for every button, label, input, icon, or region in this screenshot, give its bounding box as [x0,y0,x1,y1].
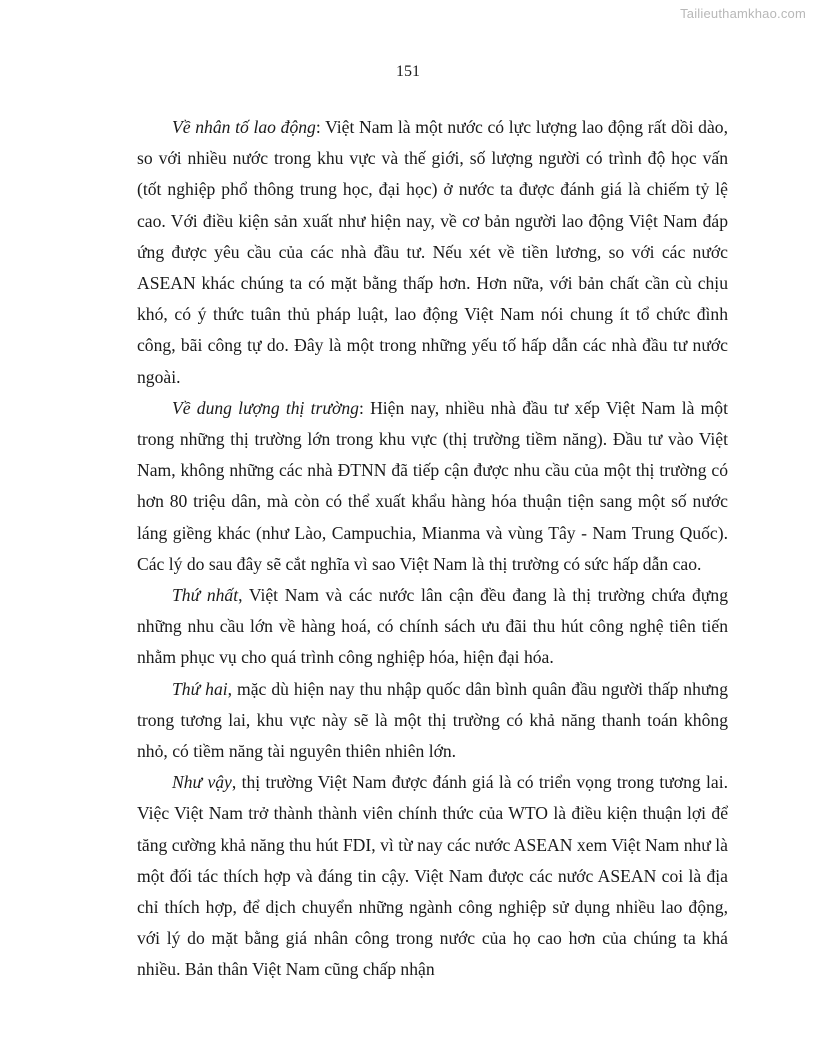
paragraph-lead: Thứ nhất [172,585,239,606]
paragraph-text: : Hiện nay, nhiều nhà đầu tư xếp Việt Nam là một trong những thị trường lớn trong khu vực (thị trường tiềm năng). Đầu tư vào Việt Nam, không những các nhà ĐTNN đã tiếp cận được nhu cầu của một thị trường có hơn 80 triệu dân, mà còn có thể xuất khẩu hàng hóa thuận tiện sang một số nước láng giềng khác (như Lào, Campuchia, Mianma và vùng Tây - Nam Trung Quốc). Các lý do sau đây sẽ cắt nghĩa vì sao Việt Nam là thị trường có sức hấp dẫn cao. [137,397,728,574]
paragraph-lead: Về nhân tố lao động [172,117,316,137]
paragraph-market-capacity [137,393,728,580]
paragraph-first-reason [137,580,728,674]
watermark: Tailieuthamkhao.com [680,6,806,21]
paragraph-labor-factor [137,112,728,393]
paragraph-lead: Thứ hai [172,678,228,699]
paragraph-text: , mặc dù hiện nay thu nhập quốc dân bình quân đầu người thấp nhưng trong tương lai, khu vực này sẽ là một thị trường có khả năng thanh toán không nhỏ, có tiềm năng tài nguyên thiên nhiên lớn. [137,678,728,762]
page-number: 151 [396,63,420,80]
paragraph-text: : Việt Nam là một nước có lực lượng lao động rất dồi dào, so với nhiều nước trong khu vực và thế giới, số lượng người có trình độ học vấn (tốt nghiệp phổ thông trung học, đại học) ở nước ta được đánh giá là chiếm tỷ lệ cao. Với điều kiện sản xuất như hiện nay, về cơ bản người lao động Việt Nam đáp ứng được yêu cầu của các nhà đầu tư. Nếu xét về tiền lương, so với các nước ASEAN khác chúng ta có mặt bằng thấp hơn. Hơn nữa, với bản chất cần cù chịu khó, có ý thức tuân thủ pháp luật, lao động Việt Nam nói chung ít tổ chức đình công, bãi công tự do. Đây là một trong những yếu tố hấp dẫn các nhà đầu tư nước ngoài. [137,117,728,387]
document-body [137,112,728,986]
paragraph-text: , thị trường Việt Nam được đánh giá là có triển vọng trong tương lai. Việc Việt Nam trở thành thành viên chính thức của WTO là điều kiện thuận lợi để tăng cường khả năng thu hút FDI, vì từ nay các nước ASEAN xem Việt Nam như là một đối tác thích hợp và đáng tin cậy. Việt Nam được các nước ASEAN coi là địa chỉ thích hợp, để dịch chuyển những ngành công nghiệp sử dụng nhiều lao động, với lý do mặt bằng giá nhân công trong nước của họ cao hơn của chúng ta khá nhiều. Bản thân Việt Nam cũng chấp nhận [137,772,728,980]
paragraph-text: , Việt Nam và các nước lân cận đều đang là thị trường chứa đựng những nhu cầu lớn về hàng hoá, có chính sách ưu đãi thu hút công nghệ tiên tiến nhằm phục vụ cho quá trình công nghiệp hóa, hiện đại hóa. [137,585,728,668]
paragraph-lead: Như vậy [172,772,232,793]
paragraph-conclusion [137,767,728,985]
paragraph-lead: Về dung lượng thị trường [172,397,359,418]
paragraph-second-reason [137,674,728,768]
